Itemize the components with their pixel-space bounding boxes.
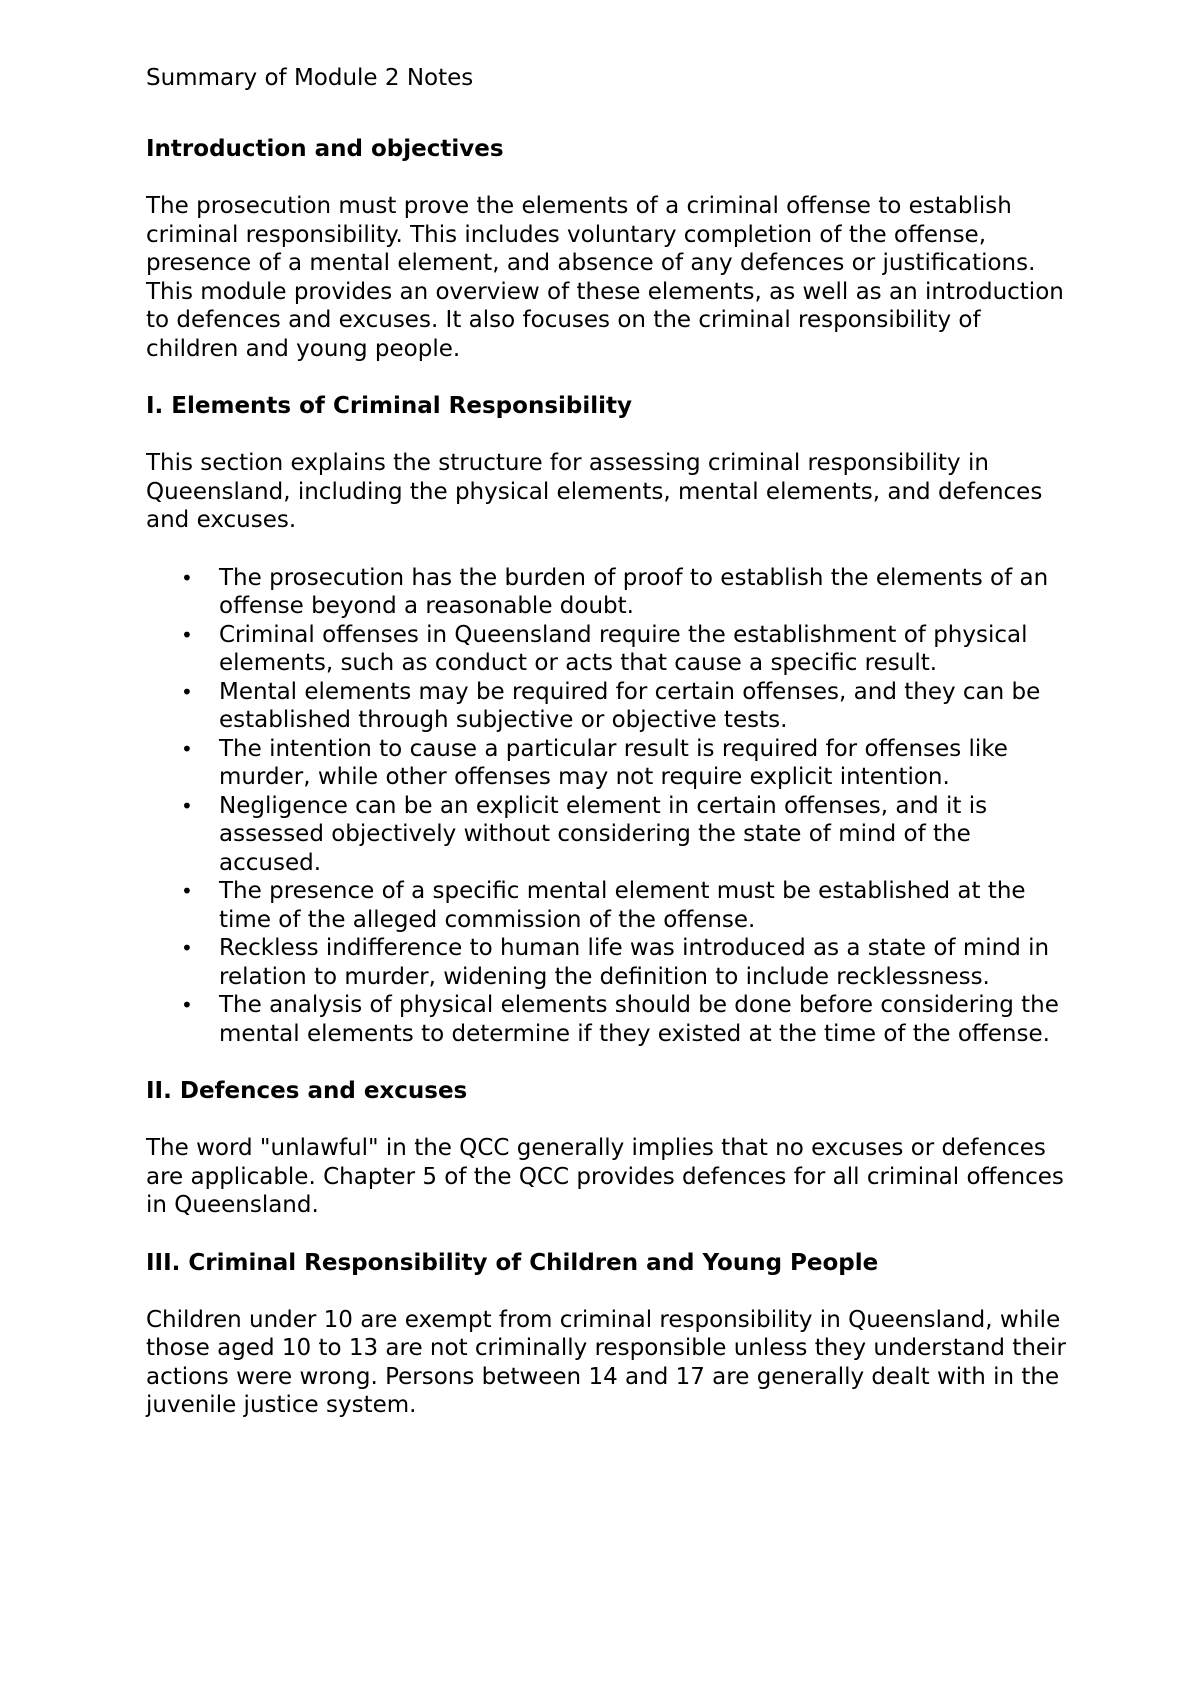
section-heading-elements: I. Elements of Criminal Responsibility [146, 393, 632, 419]
list-item [146, 678, 1076, 735]
section-heading-introduction: Introduction and objectives [146, 136, 504, 162]
bullet-icon: • [181, 736, 193, 761]
list-item-text: The presence of a specific mental element must be established at the time of the alleged commission of the offense. [219, 878, 1026, 933]
list-item-text: The analysis of physical elements should be done before considering the mental elements to determine if they existed at the time of the offense. [219, 992, 1059, 1047]
list-item-text: Mental elements may be required for certain offenses, and they can be established through subjective or objective tests. [219, 678, 1041, 733]
section-paragraph-children: Children under 10 are exempt from criminal responsibility in Queensland, while those aged 10 to 13 are not criminally responsible unless they understand their actions were wrong. Persons between 14 and 17 are generally dealt with in the juvenile justice system. [146, 1306, 1066, 1418]
list-item [146, 564, 1076, 621]
list-item [146, 792, 1076, 878]
bullet-icon: • [181, 993, 193, 1017]
bullet-icon: • [181, 622, 193, 647]
bullet-icon: • [181, 679, 193, 704]
section-heading-defences: II. Defences and excuses [146, 1078, 468, 1104]
bullet-icon: • [181, 936, 193, 960]
list-item [146, 991, 1076, 1048]
bullet-icon: • [181, 879, 193, 903]
section-paragraph-elements: This section explains the structure for assessing criminal responsibility in Queensland, including the physical elements, mental elements, and defences and excuses. [146, 450, 1043, 533]
bullet-icon: • [181, 565, 193, 590]
list-item [146, 621, 1076, 678]
list-item [146, 735, 1076, 792]
list-item-text: Criminal offenses in Queensland require the establishment of physical elements, such as conduct or acts that cause a specific result. [219, 621, 1028, 676]
bullet-icon: • [181, 793, 193, 818]
list-item-text: The intention to cause a particular result is required for offenses like murder, while other offenses may not require explicit intention. [219, 735, 1008, 790]
document-page [146, 64, 1076, 1449]
section-paragraph-defences: The word "unlawful" in the QCC generally implies that no excuses or defences are applicable. Chapter 5 of the QCC provides defences for all criminal offences in Queensland. [146, 1135, 1064, 1218]
list-item-text: Negligence can be an explicit element in certain offenses, and it is assessed objectively without considering the state of mind of the accused. [219, 792, 988, 876]
document-title: Summary of Module 2 Notes [146, 65, 474, 91]
list-item [146, 877, 1076, 934]
section-heading-children: III. Criminal Responsibility of Children and Young People [146, 1249, 879, 1276]
section-paragraph-introduction: The prosecution must prove the elements of a criminal offense to establish criminal responsibility. This includes voluntary completion of the offense, presence of a mental element, and absence of any defences or justifications. This module provides an overview of these elements, as well as an introduction to defences and excuses. It also focuses on the criminal responsibility of children and young people. [146, 193, 1064, 362]
list-item-text: The prosecution has the burden of proof to establish the elements of an offense beyond a reasonable doubt. [219, 564, 1049, 619]
list-item [146, 934, 1076, 991]
list-item-text: Reckless indifference to human life was introduced as a state of mind in relation to murder, widening the definition to include recklessness. [219, 935, 1050, 990]
elements-bullet-list [146, 564, 1076, 1049]
